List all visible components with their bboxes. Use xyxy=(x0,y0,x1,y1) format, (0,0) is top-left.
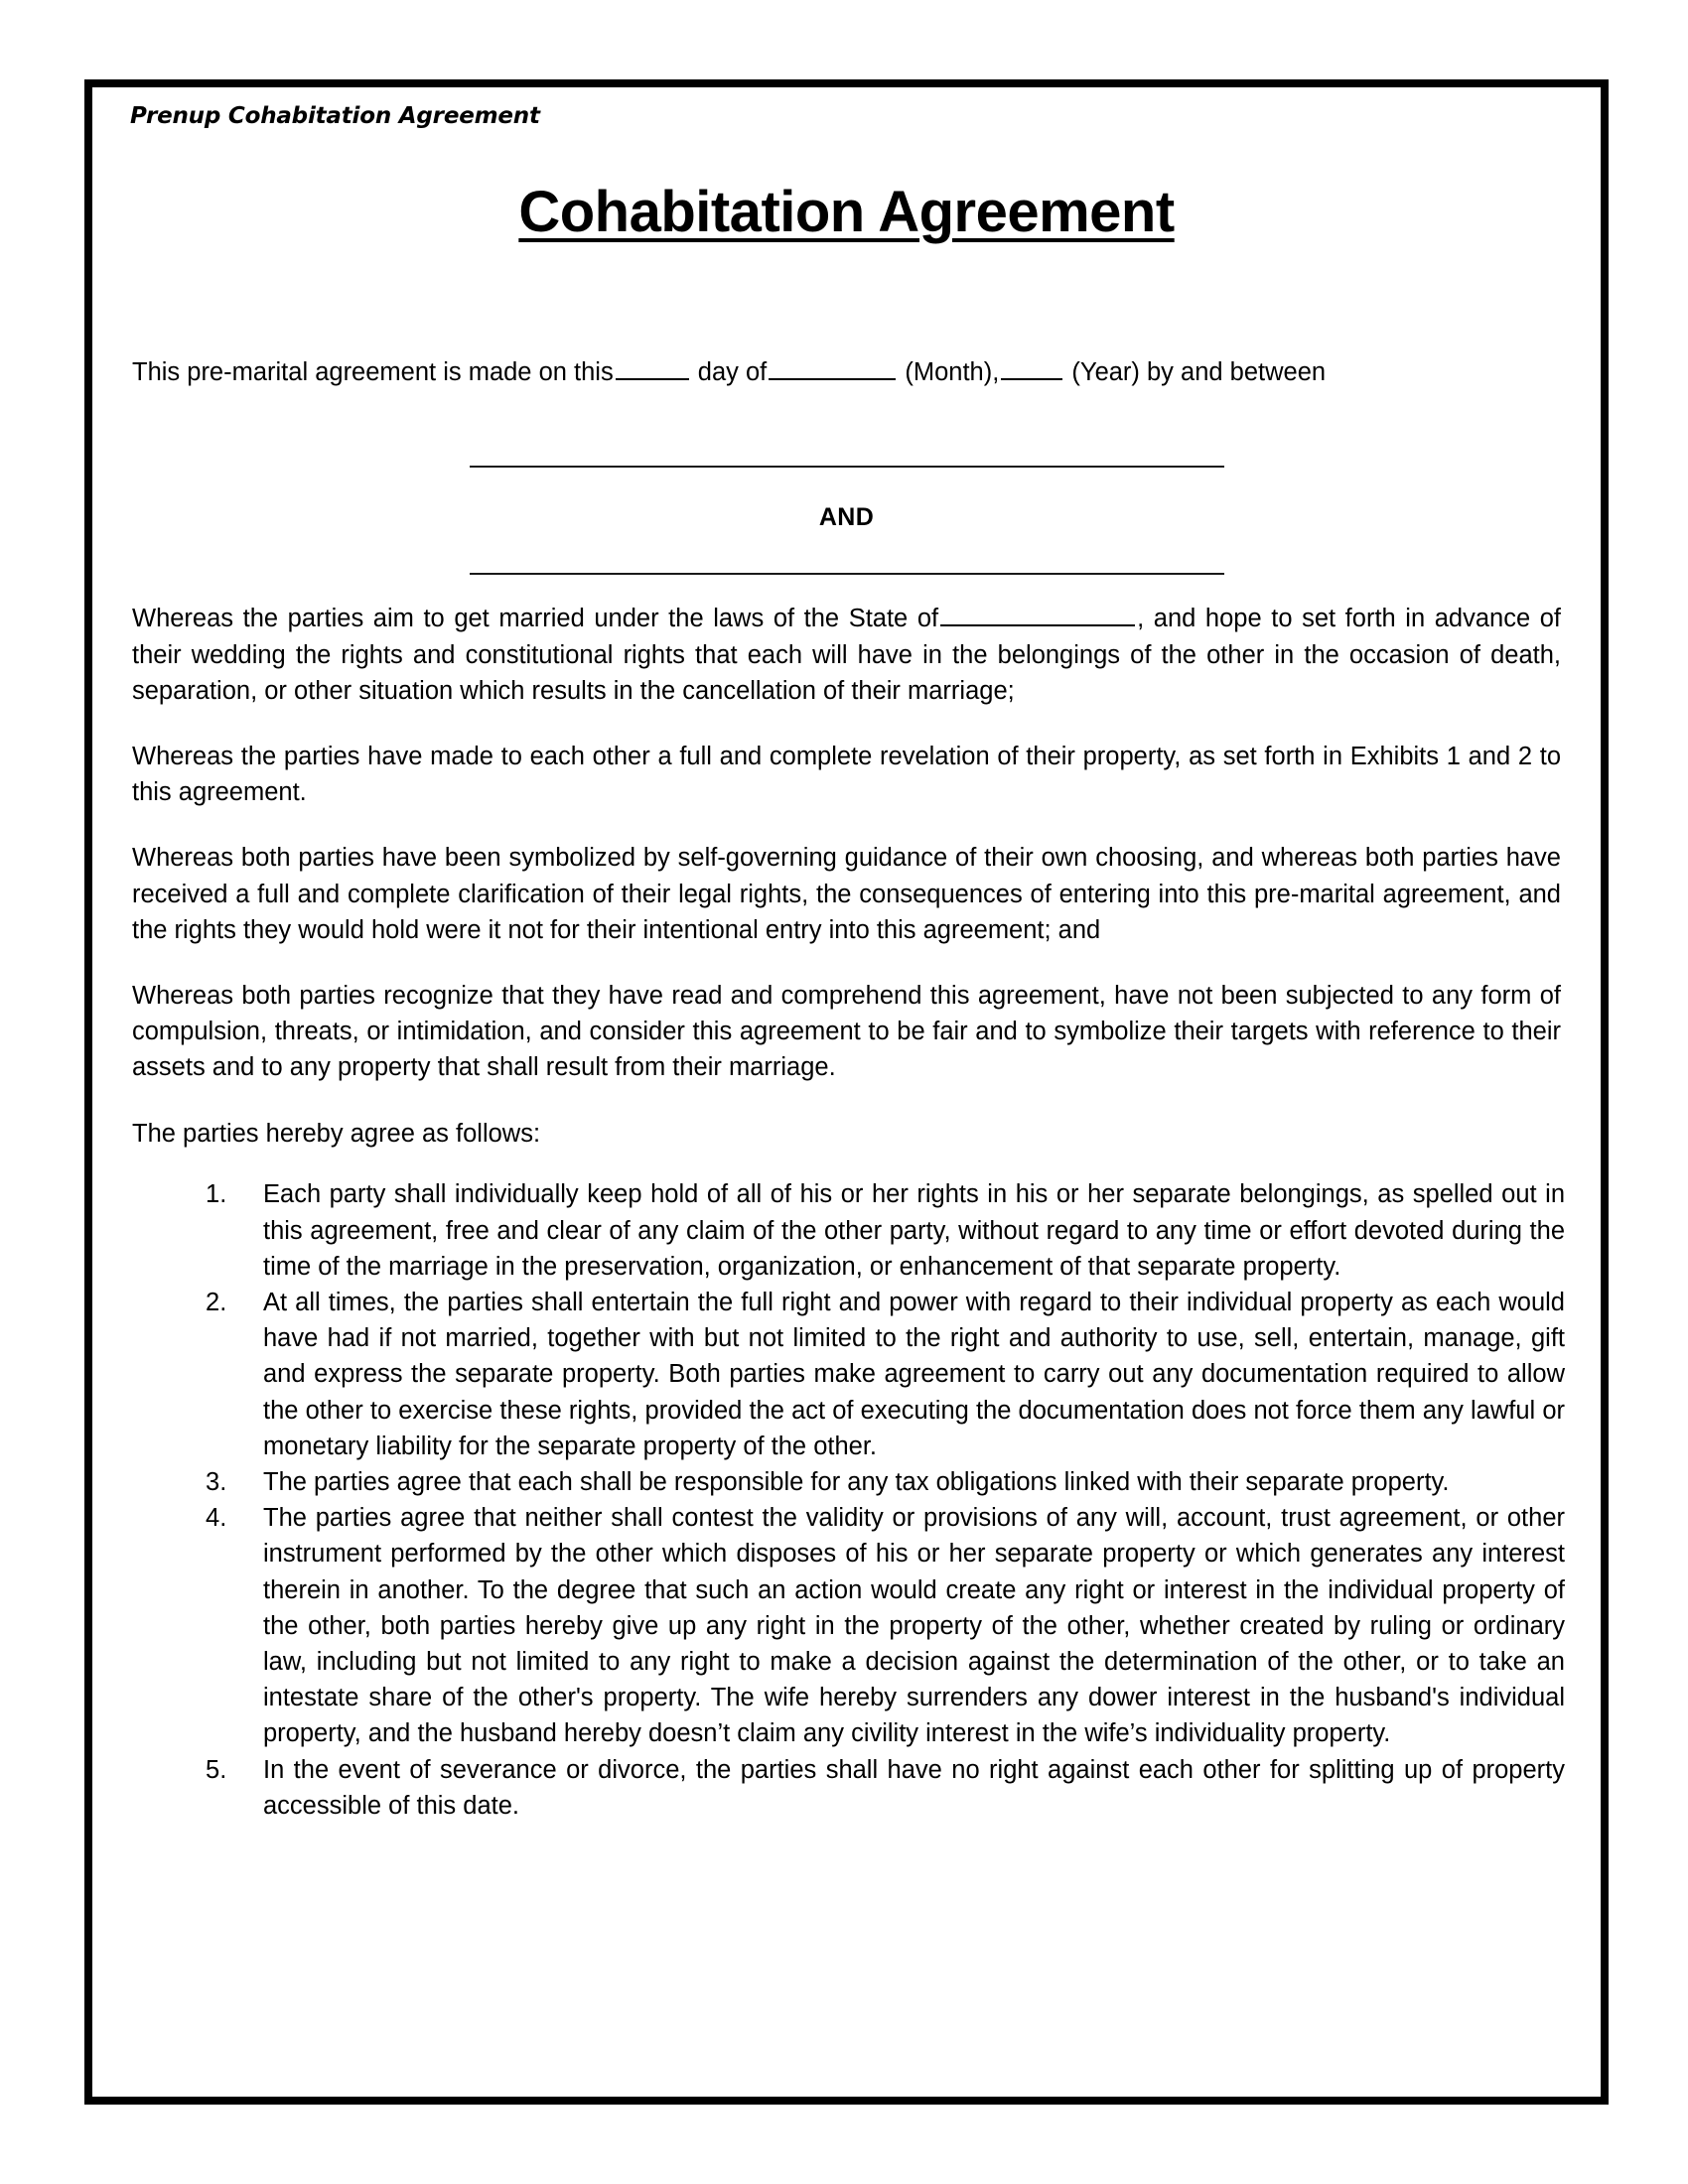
running-header: Prenup Cohabitation Agreement xyxy=(130,103,540,129)
list-item: The parties agree that neither shall contest the validity or provisions of any will, account, trust agreement, or other instrument performed by the other which disposes of his or her separate property or which generates any interest therein in another. To the degree that such an action would create any right or interest in the individual property of the other, both parties hereby give up any right in the property of the other, whether created by ruling or ordinary law, including but not limited to any right to make a decision against the determination of the other, or to take an intestate share of the other's property. The wife hereby surrenders any dower interest in the husband's individual property, and the husband hereby doesn’t claim any civility interest in the wife’s individuality property. xyxy=(263,1504,1565,1748)
document-border-frame xyxy=(84,79,1609,2105)
intro-text-part2: day of xyxy=(697,357,768,386)
intro-date-line xyxy=(128,354,1565,390)
month-blank-field[interactable] xyxy=(769,354,896,380)
parties-conjunction: AND xyxy=(818,503,875,532)
intro-text-part1: This pre-marital agreement is made on this xyxy=(132,357,614,386)
list-item: Each party shall individually keep hold of all of his or her rights in his or her separate belongings, as spelled out in this agreement, free and clear of any claim of the other party, without regard to any time or effort devoted during the time of the marriage in the preservation, organization, or enhancement of that separate property. xyxy=(263,1180,1565,1281)
state-blank-field[interactable] xyxy=(940,601,1135,626)
recital-state-text-before: Whereas the parties aim to get married under the laws of the State of xyxy=(132,605,939,633)
page-title xyxy=(128,179,1565,245)
page-title-text: Cohabitation Agreement xyxy=(518,179,1175,244)
document-content-area xyxy=(92,87,1601,2097)
intro-text-part3: (Month), xyxy=(905,357,1000,386)
recital-voluntary: Whereas both parties recognize that they have read and comprehend this agreement, have not been subjected to any form of compulsion, threats, or intimidation, and consider this agreement to be fair and to symbolize their targets with reference to their assets and to any property that shall result from their marriage. xyxy=(132,982,1561,1082)
parties-signature-block xyxy=(128,465,1565,575)
recital-state-text-after: , and hope to set forth in advance of their wedding the rights and constitutional rights that each will have in the belongings of the other in the occasion of death, separation, or other situation which results in the cancellation of their marriage; xyxy=(132,605,1561,705)
party-two-name-line[interactable] xyxy=(470,572,1224,575)
intro-text-part4: (Year) by and between xyxy=(1071,357,1327,386)
recital-disclosure: Whereas the parties have made to each other a full and complete revelation of their property, as set forth in Exhibits 1 and 2 to this agreement. xyxy=(132,743,1561,807)
list-item: At all times, the parties shall entertain the full right and power with regard to their individual property as each would have had if not married, together with but not limited to the right and authority to use, sell, entertain, manage, gift and express the separate property. Both parties make agreement to carry out any documentation required to allow the other to exercise these rights, provided the act of executing the documentation does not force them any lawful or monetary liability for the separate property of the other. xyxy=(263,1289,1565,1460)
agreement-lead-in: The parties hereby agree as follows: xyxy=(132,1119,541,1148)
recital-counsel: Whereas both parties have been symbolized by self-governing guidance of their own choosing, and whereas both parties have received a full and complete clarification of their legal rights, the consequences of entering into this pre-marital agreement, and the rights they would hold were it not for their intentional entry into this agreement; and xyxy=(132,844,1561,944)
list-item: The parties agree that each shall be responsible for any tax obligations linked with their separate property. xyxy=(263,1468,1450,1497)
day-blank-field[interactable] xyxy=(616,354,689,380)
agreement-terms-list xyxy=(128,1176,1565,1824)
list-item: In the event of severance or divorce, the parties shall have no right against each other for splitting up of property accessible of this date. xyxy=(263,1755,1565,1820)
recital-state xyxy=(128,601,1565,709)
year-blank-field[interactable] xyxy=(1001,354,1062,380)
party-one-name-line[interactable] xyxy=(470,465,1224,468)
